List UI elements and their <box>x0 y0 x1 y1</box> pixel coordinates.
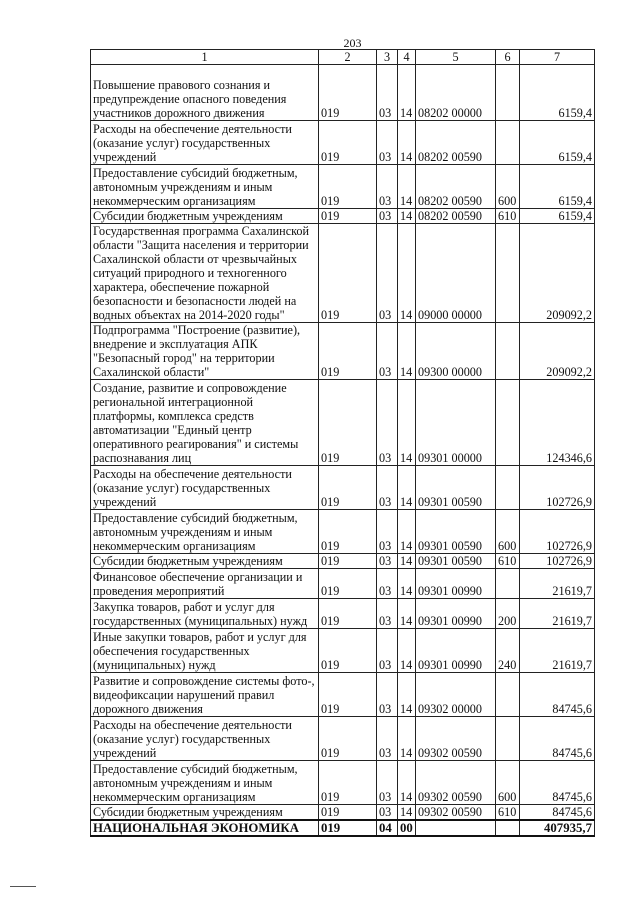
row-c2: 019 <box>319 554 377 569</box>
row-c5: 09301 00590 <box>416 510 496 554</box>
row-c3: 03 <box>377 323 398 380</box>
row-c3: 03 <box>377 717 398 761</box>
header-cell: 1 <box>91 50 319 65</box>
page-number: 203 <box>343 36 362 50</box>
row-c6 <box>496 673 520 717</box>
row-c6: 240 <box>496 629 520 673</box>
row-name: Финансовое обеспечение организации и проведения мероприятий <box>91 569 319 599</box>
header-cell: 7 <box>520 50 595 65</box>
row-c4: 14 <box>398 323 416 380</box>
row-name: Предоставление субсидий бюджетным, автономным учреждениям и иным некоммерческим организациям <box>91 761 319 805</box>
row-c5: 09301 00990 <box>416 629 496 673</box>
row-c3: 03 <box>377 224 398 323</box>
row-c6 <box>496 65 520 121</box>
row-c4: 14 <box>398 717 416 761</box>
row-c4: 14 <box>398 224 416 323</box>
row-c2: 019 <box>319 466 377 510</box>
row-c6 <box>496 717 520 761</box>
row-c6: 610 <box>496 554 520 569</box>
row-c2: 019 <box>319 599 377 629</box>
row-c4: 14 <box>398 629 416 673</box>
row-c3: 03 <box>377 673 398 717</box>
row-name: Субсидии бюджетным учреждениям <box>91 554 319 569</box>
row-name: Предоставление субсидий бюджетным, автономным учреждениям и иным некоммерческим организациям <box>91 510 319 554</box>
row-name: Субсидии бюджетным учреждениям <box>91 209 319 224</box>
row-c7: 21619,7 <box>520 599 595 629</box>
row-c4: 14 <box>398 554 416 569</box>
table-row <box>91 165 595 209</box>
row-c4: 14 <box>398 805 416 821</box>
row-c4: 14 <box>398 673 416 717</box>
row-c7: 6159,4 <box>520 165 595 209</box>
row-c7: 84745,6 <box>520 673 595 717</box>
row-name: Создание, развитие и сопровождение региональной интеграционной платформы, комплекса средств автоматизации "Единый центр оперативного реагирования" и системы распознавания лиц <box>91 380 319 466</box>
row-c2: 019 <box>319 805 377 821</box>
row-c2: 019 <box>319 121 377 165</box>
row-c5: 09301 00590 <box>416 554 496 569</box>
row-c3: 03 <box>377 65 398 121</box>
row-c5: 08202 00590 <box>416 121 496 165</box>
row-name: Расходы на обеспечение деятельности (оказание услуг) государственных учреждений <box>91 717 319 761</box>
row-c3: 03 <box>377 380 398 466</box>
table-row <box>91 121 595 165</box>
table-row <box>91 510 595 554</box>
row-c2: 019 <box>319 65 377 121</box>
row-c4: 14 <box>398 165 416 209</box>
row-c5: 09000 00000 <box>416 224 496 323</box>
row-name: Государственная программа Сахалинской области "Защита населения и территории Сахалинской области от чрезвычайных ситуаций природного и техногенного характера, обеспечение пожарной безопасности и безопасности людей на водных объектах на 2014-2020 годы" <box>91 224 319 323</box>
row-c2: 019 <box>319 380 377 466</box>
total-c6 <box>496 820 520 836</box>
row-c7: 209092,2 <box>520 224 595 323</box>
row-c7: 6159,4 <box>520 65 595 121</box>
row-c6 <box>496 224 520 323</box>
row-c4: 14 <box>398 65 416 121</box>
row-c7: 21619,7 <box>520 629 595 673</box>
row-c4: 14 <box>398 761 416 805</box>
table-row <box>91 717 595 761</box>
row-c2: 019 <box>319 323 377 380</box>
row-c4: 14 <box>398 466 416 510</box>
row-c6: 610 <box>496 805 520 821</box>
row-c5: 08202 00000 <box>416 65 496 121</box>
total-c4: 00 <box>398 820 416 836</box>
row-name: Повышение правового сознания и предупреждение опасного поведения участников дорожного движения <box>91 65 319 121</box>
table-row <box>91 224 595 323</box>
table-row <box>91 569 595 599</box>
row-c2: 019 <box>319 165 377 209</box>
row-c3: 03 <box>377 121 398 165</box>
total-name: НАЦИОНАЛЬНАЯ ЭКОНОМИКА <box>91 820 319 836</box>
row-c7: 21619,7 <box>520 569 595 599</box>
row-c6: 600 <box>496 165 520 209</box>
row-c5: 09302 00590 <box>416 761 496 805</box>
row-c6: 610 <box>496 209 520 224</box>
row-c7: 124346,6 <box>520 380 595 466</box>
row-c3: 03 <box>377 209 398 224</box>
row-c2: 019 <box>319 761 377 805</box>
row-name: Иные закупки товаров, работ и услуг для обеспечения государственных (муниципальных) нужд <box>91 629 319 673</box>
row-c5: 08202 00590 <box>416 209 496 224</box>
row-c5: 09301 00990 <box>416 599 496 629</box>
row-c5: 08202 00590 <box>416 165 496 209</box>
row-c3: 03 <box>377 805 398 821</box>
row-c7: 209092,2 <box>520 323 595 380</box>
table-row <box>91 323 595 380</box>
row-c3: 03 <box>377 629 398 673</box>
table-row <box>91 629 595 673</box>
table-row <box>91 673 595 717</box>
total-c3: 04 <box>377 820 398 836</box>
row-c4: 14 <box>398 209 416 224</box>
table-row <box>91 761 595 805</box>
row-c2: 019 <box>319 209 377 224</box>
row-c2: 019 <box>319 629 377 673</box>
row-c2: 019 <box>319 224 377 323</box>
row-c6: 600 <box>496 761 520 805</box>
row-c3: 03 <box>377 165 398 209</box>
row-c7: 84745,6 <box>520 717 595 761</box>
row-c3: 03 <box>377 599 398 629</box>
row-c3: 03 <box>377 510 398 554</box>
row-c2: 019 <box>319 673 377 717</box>
row-c2: 019 <box>319 717 377 761</box>
row-c6 <box>496 466 520 510</box>
row-c6: 600 <box>496 510 520 554</box>
budget-table <box>90 49 595 837</box>
row-c4: 14 <box>398 569 416 599</box>
row-c7: 102726,9 <box>520 510 595 554</box>
table-row <box>91 554 595 569</box>
row-c5: 09302 00590 <box>416 805 496 821</box>
row-c2: 019 <box>319 569 377 599</box>
header-cell: 3 <box>377 50 398 65</box>
row-c7: 102726,9 <box>520 554 595 569</box>
header-cell: 4 <box>398 50 416 65</box>
row-c6: 200 <box>496 599 520 629</box>
row-name: Расходы на обеспечение деятельности (оказание услуг) государственных учреждений <box>91 466 319 510</box>
row-name: Подпрограмма "Построение (развитие), внедрение и эксплуатация АПК "Безопасный город" на территории Сахалинской области" <box>91 323 319 380</box>
row-name: Закупка товаров, работ и услуг для государственных (муниципальных) нужд <box>91 599 319 629</box>
row-c4: 14 <box>398 510 416 554</box>
margin-mark <box>10 886 36 887</box>
table-row <box>91 209 595 224</box>
row-c3: 03 <box>377 466 398 510</box>
row-name: Предоставление субсидий бюджетным, автономным учреждениям и иным некоммерческим организациям <box>91 165 319 209</box>
total-c5 <box>416 820 496 836</box>
row-c6 <box>496 569 520 599</box>
row-c6 <box>496 380 520 466</box>
row-c5: 09300 00000 <box>416 323 496 380</box>
row-c6 <box>496 323 520 380</box>
header-cell: 2 <box>319 50 377 65</box>
row-c7: 6159,4 <box>520 209 595 224</box>
table-row <box>91 466 595 510</box>
row-c5: 09301 00990 <box>416 569 496 599</box>
header-row <box>91 50 595 65</box>
total-row <box>91 820 595 836</box>
row-name: Субсидии бюджетным учреждениям <box>91 805 319 821</box>
header-cell: 6 <box>496 50 520 65</box>
row-name: Расходы на обеспечение деятельности (оказание услуг) государственных учреждений <box>91 121 319 165</box>
row-c6 <box>496 121 520 165</box>
row-c7: 102726,9 <box>520 466 595 510</box>
row-c5: 09302 00000 <box>416 673 496 717</box>
row-name: Развитие и сопровождение системы фото-, видеофиксации нарушений правил дорожного движения <box>91 673 319 717</box>
row-c7: 84745,6 <box>520 805 595 821</box>
total-c2: 019 <box>319 820 377 836</box>
row-c3: 03 <box>377 554 398 569</box>
row-c5: 09302 00590 <box>416 717 496 761</box>
row-c5: 09301 00590 <box>416 466 496 510</box>
header-cell: 5 <box>416 50 496 65</box>
row-c5: 09301 00000 <box>416 380 496 466</box>
table-row <box>91 599 595 629</box>
table-row <box>91 805 595 821</box>
row-c4: 14 <box>398 121 416 165</box>
row-c2: 019 <box>319 510 377 554</box>
row-c7: 6159,4 <box>520 121 595 165</box>
row-c3: 03 <box>377 761 398 805</box>
row-c4: 14 <box>398 380 416 466</box>
row-c7: 84745,6 <box>520 761 595 805</box>
table-row <box>91 65 595 121</box>
row-c4: 14 <box>398 599 416 629</box>
row-c3: 03 <box>377 569 398 599</box>
total-c7: 407935,7 <box>520 820 595 836</box>
table-row <box>91 380 595 466</box>
